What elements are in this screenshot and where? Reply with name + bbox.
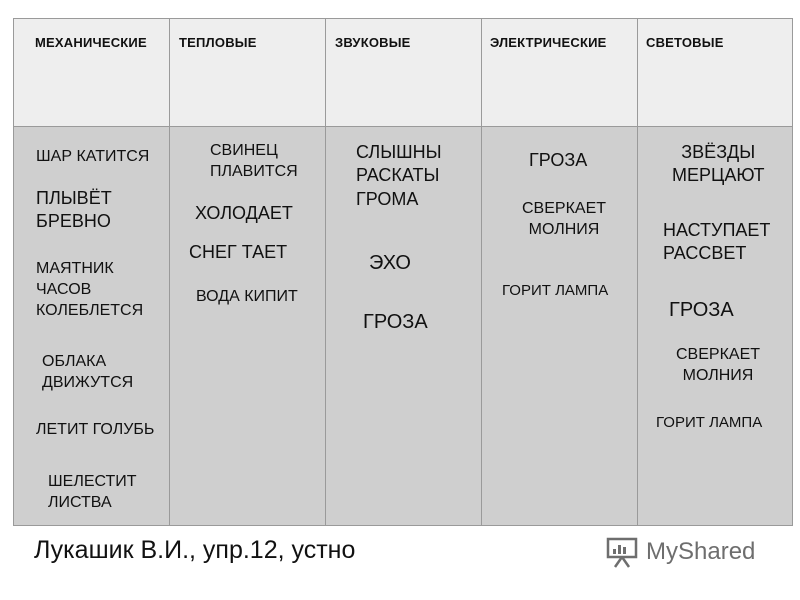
electric-item: ГОРИТ ЛАМПА xyxy=(502,282,609,299)
column-divider xyxy=(325,19,326,525)
table-body-row xyxy=(14,127,792,525)
light-item: СВЕРКАЕТ МОЛНИЯ xyxy=(676,346,761,384)
thermal-item: ХОЛОДАЕТ xyxy=(195,203,293,223)
light-item: НАСТУПАЕТ РАССВЕТ xyxy=(663,220,771,264)
column-divider xyxy=(637,19,638,525)
light-item: ЗВЁЗДЫ МЕРЦАЮТ xyxy=(672,142,765,186)
thermal-item: ВОДА КИПИТ xyxy=(196,288,298,305)
header-thermal: ТЕПЛОВЫЕ xyxy=(179,35,257,50)
header-light: СВЕТОВЫЕ xyxy=(646,35,724,50)
mechanical-item: ОБЛАКА ДВИЖУТСЯ xyxy=(42,353,134,391)
mechanical-item: ШЕЛЕСТИТ ЛИСТВА xyxy=(48,473,137,511)
mechanical-item: ЛЕТИТ ГОЛУБЬ xyxy=(36,421,155,438)
sound-item: СЛЫШНЫ РАСКАТЫ ГРОМА xyxy=(356,142,442,209)
header-sound: ЗВУКОВЫЕ xyxy=(335,35,411,50)
presentation-board-icon xyxy=(606,535,640,569)
light-item: ГОРИТ ЛАМПА xyxy=(656,414,763,431)
source-caption: Лукашик В.И., упр.12, устно xyxy=(34,536,356,564)
myshared-logo xyxy=(606,534,755,570)
column-divider xyxy=(169,19,170,525)
thermal-item: СНЕГ ТАЕТ xyxy=(189,242,288,262)
header-electric: ЭЛЕКТРИЧЕСКИЕ xyxy=(490,35,607,50)
mechanical-item: ШАР КАТИТСЯ xyxy=(36,148,150,165)
light-item: ГРОЗА xyxy=(669,299,734,321)
column-divider xyxy=(481,19,482,525)
header-mechanical: МЕХАНИЧЕСКИЕ xyxy=(35,35,147,50)
table-header-row xyxy=(14,19,792,127)
mechanical-item: ПЛЫВЁТ БРЕВНО xyxy=(36,188,112,232)
sound-item: ЭХО xyxy=(369,252,411,274)
electric-item: ГРОЗА xyxy=(529,150,588,170)
mechanical-item: МАЯТНИК ЧАСОВ КОЛЕБЛЕТСЯ xyxy=(36,260,144,319)
electric-item: СВЕРКАЕТ МОЛНИЯ xyxy=(522,200,607,238)
phenomena-table xyxy=(13,18,793,526)
thermal-item: СВИНЕЦ ПЛАВИТСЯ xyxy=(210,142,298,180)
logo-text: MyShared xyxy=(646,538,756,565)
sound-item: ГРОЗА xyxy=(363,311,428,333)
